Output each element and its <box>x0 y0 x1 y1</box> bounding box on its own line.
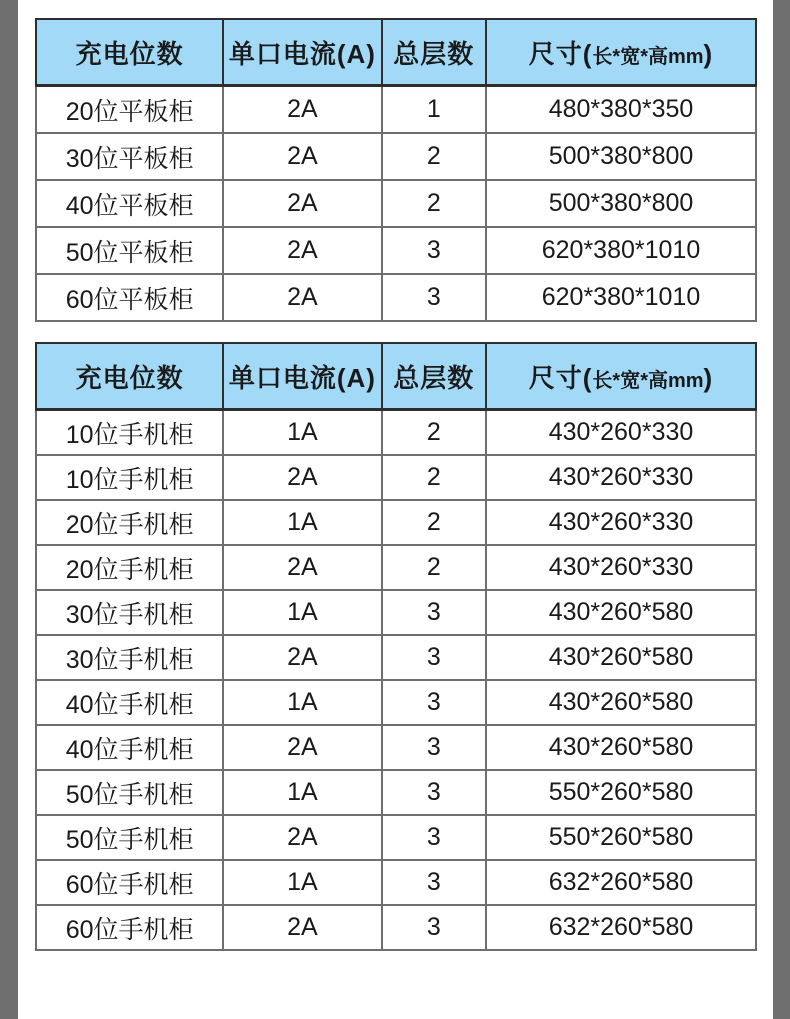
cell-port-current: 2A <box>223 905 381 950</box>
cell-port-current: 2A <box>223 133 381 180</box>
column-header-dimensions <box>486 343 756 410</box>
cell-total-layers: 2 <box>382 180 486 227</box>
cell-dimensions: 430*260*580 <box>486 635 756 680</box>
cell-charging-positions: 30位手机柜 <box>36 590 223 635</box>
cell-charging-positions: 40位手机柜 <box>36 680 223 725</box>
table-row <box>36 770 756 815</box>
cell-port-current: 2A <box>223 725 381 770</box>
cell-dimensions: 430*260*330 <box>486 545 756 590</box>
cell-port-current: 2A <box>223 635 381 680</box>
cell-total-layers: 3 <box>382 590 486 635</box>
cell-dimensions: 480*380*350 <box>486 86 756 134</box>
cell-charging-positions: 30位平板柜 <box>36 133 223 180</box>
cell-port-current: 1A <box>223 680 381 725</box>
column-header-port-current: 单口电流(A) <box>223 343 381 410</box>
cell-port-current: 2A <box>223 545 381 590</box>
table-row <box>36 680 756 725</box>
cell-total-layers: 3 <box>382 680 486 725</box>
column-header-total-layers: 总层数 <box>382 19 486 86</box>
cell-charging-positions: 20位手机柜 <box>36 545 223 590</box>
cell-total-layers: 2 <box>382 455 486 500</box>
table-row <box>36 590 756 635</box>
cell-charging-positions: 60位手机柜 <box>36 860 223 905</box>
cell-charging-positions: 60位手机柜 <box>36 905 223 950</box>
cell-dimensions: 632*260*580 <box>486 905 756 950</box>
cell-charging-positions: 40位平板柜 <box>36 180 223 227</box>
cell-total-layers: 2 <box>382 410 486 456</box>
dim-header-prefix: 尺寸( <box>528 362 593 393</box>
cell-port-current: 1A <box>223 590 381 635</box>
table-row <box>36 545 756 590</box>
cell-total-layers: 3 <box>382 227 486 274</box>
cell-total-layers: 2 <box>382 500 486 545</box>
table-row <box>36 815 756 860</box>
cell-dimensions: 500*380*800 <box>486 133 756 180</box>
table-row <box>36 180 756 227</box>
cell-port-current: 2A <box>223 86 381 134</box>
cell-charging-positions: 30位手机柜 <box>36 635 223 680</box>
column-header-port-current: 单口电流(A) <box>223 19 381 86</box>
table-row <box>36 455 756 500</box>
column-header-charging-positions: 充电位数 <box>36 343 223 410</box>
cell-port-current: 2A <box>223 815 381 860</box>
cell-dimensions: 430*260*580 <box>486 680 756 725</box>
cell-dimensions: 430*260*330 <box>486 455 756 500</box>
cell-dimensions: 430*260*580 <box>486 725 756 770</box>
cell-charging-positions: 20位手机柜 <box>36 500 223 545</box>
dim-header-inner: 长*宽*高mm <box>592 369 704 392</box>
cell-port-current: 2A <box>223 227 381 274</box>
cell-total-layers: 3 <box>382 725 486 770</box>
cell-charging-positions: 50位手机柜 <box>36 815 223 860</box>
cell-charging-positions: 60位平板柜 <box>36 274 223 321</box>
right-gray-strip <box>773 0 790 1019</box>
cell-total-layers: 3 <box>382 635 486 680</box>
table-row <box>36 86 756 134</box>
cell-dimensions: 500*380*800 <box>486 180 756 227</box>
cell-dimensions: 620*380*1010 <box>486 274 756 321</box>
table-row <box>36 905 756 950</box>
dim-header-suffix: ) <box>703 362 714 393</box>
cell-port-current: 1A <box>223 500 381 545</box>
column-header-charging-positions: 充电位数 <box>36 19 223 86</box>
cell-total-layers: 3 <box>382 860 486 905</box>
cell-port-current: 1A <box>223 410 381 456</box>
table-row <box>36 227 756 274</box>
table-row <box>36 133 756 180</box>
dim-header-prefix: 尺寸( <box>528 38 593 69</box>
cell-dimensions: 620*380*1010 <box>486 227 756 274</box>
cell-total-layers: 3 <box>382 905 486 950</box>
cell-total-layers: 3 <box>382 815 486 860</box>
cell-charging-positions: 40位手机柜 <box>36 725 223 770</box>
dim-header-inner: 长*宽*高mm <box>592 45 704 68</box>
cell-charging-positions: 10位手机柜 <box>36 410 223 456</box>
dim-header-suffix: ) <box>703 38 714 69</box>
cell-charging-positions: 50位手机柜 <box>36 770 223 815</box>
table-row <box>36 500 756 545</box>
phone-cabinet-spec-table <box>35 342 757 951</box>
cell-total-layers: 1 <box>382 86 486 134</box>
spec-sheet <box>35 18 757 951</box>
cell-total-layers: 2 <box>382 545 486 590</box>
column-header-dimensions <box>486 19 756 86</box>
table-row <box>36 635 756 680</box>
cell-charging-positions: 10位手机柜 <box>36 455 223 500</box>
cell-port-current: 1A <box>223 860 381 905</box>
column-header-total-layers: 总层数 <box>382 343 486 410</box>
cell-total-layers: 3 <box>382 770 486 815</box>
cell-dimensions: 550*260*580 <box>486 770 756 815</box>
cell-dimensions: 632*260*580 <box>486 860 756 905</box>
cell-dimensions: 430*260*330 <box>486 410 756 456</box>
header-row <box>36 19 756 86</box>
cell-total-layers: 3 <box>382 274 486 321</box>
table-row <box>36 725 756 770</box>
cell-port-current: 2A <box>223 274 381 321</box>
cell-dimensions: 550*260*580 <box>486 815 756 860</box>
left-gray-strip <box>0 0 18 1019</box>
cell-charging-positions: 50位平板柜 <box>36 227 223 274</box>
cell-charging-positions: 20位平板柜 <box>36 86 223 134</box>
cell-port-current: 1A <box>223 770 381 815</box>
cell-dimensions: 430*260*330 <box>486 500 756 545</box>
cell-port-current: 2A <box>223 455 381 500</box>
table-row <box>36 410 756 456</box>
cell-total-layers: 2 <box>382 133 486 180</box>
cell-dimensions: 430*260*580 <box>486 590 756 635</box>
table-row <box>36 860 756 905</box>
header-row <box>36 343 756 410</box>
cell-port-current: 2A <box>223 180 381 227</box>
flat-panel-cabinet-spec-table <box>35 18 757 322</box>
table-row <box>36 274 756 321</box>
